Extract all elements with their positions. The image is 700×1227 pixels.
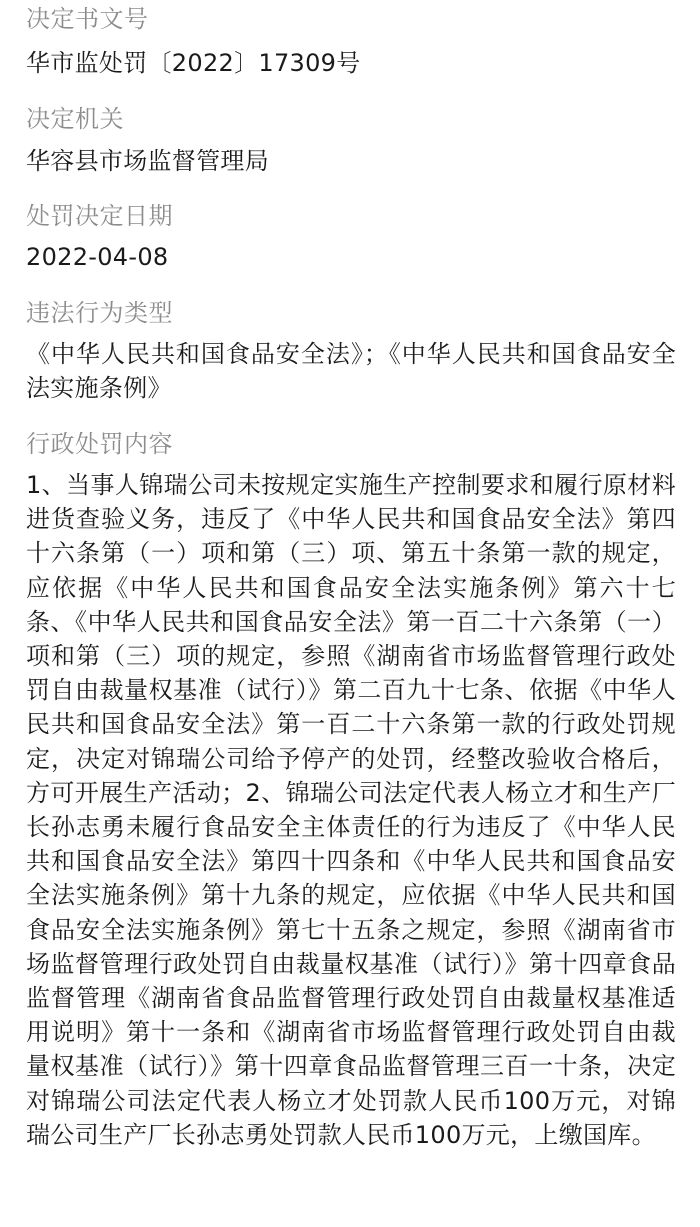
violation-type-value: 《中华人民共和国食品安全法》；《中华人民共和国食品安全法实施条例》: [26, 340, 676, 403]
decision-number-label: 决定书文号: [26, 5, 149, 33]
decision-authority-label: 决定机关: [26, 105, 124, 133]
decision-number-value: 华市监处罚〔2022〕17309号: [26, 49, 361, 77]
decision-date-value: 2022-04-08: [26, 243, 169, 271]
violation-type-label: 违法行为类型: [26, 299, 173, 327]
decision-date-label: 处罚决定日期: [26, 202, 173, 230]
penalty-content-value: 1、当事人锦瑞公司未按规定实施生产控制要求和履行原材料进货查验义务，违反了《中华人民共和国食品安全法》第四十六条第（一）项和第（三）项、第五十条第一款的规定，应依据《中华人民共和国食品安全法实施条例》第六十七条、《中华人民共和国食品安全法》第一百二十六条第（一）项和第（三）项的规定，参照《湖南省市场监督管理行政处罚自由裁量权基准（试行）》第二百九十七条、依据《中华人民共和国食品安全法》第一百二十六条第一款的行政处罚规定，决定对锦瑞公司给予停产的处罚，经整改验收合格后，方可开展生产活动；2、锦瑞公司法定代表人杨立才和生产厂长孙志勇未履行食品安全主体责任的行为违反了《中华人民共和国食品安全法》第四十四条和《中华人民共和国食品安全法实施条例》第十九条的规定，应依据《中华人民共和国食品安全法实施条例》第七十五条之规定，参照《湖南省市场监督管理行政处罚自由裁量权基准（试行）》第十四章食品监督管理《湖南省食品监督管理行政处罚自由裁量权基准适用说明》第十一条和《湖南省市场监督管理行政处罚自由裁量权基准（试行）》第十四章食品监督管理三百一十条，决定对锦瑞公司法定代表人杨立才处罚款人民币100万元，对锦瑞公司生产厂长孙志勇处罚款人民币100万元，上缴国库。: [26, 471, 676, 1149]
decision-authority-value: 华容县市场监督管理局: [26, 147, 269, 175]
penalty-content-label: 行政处罚内容: [26, 430, 173, 458]
